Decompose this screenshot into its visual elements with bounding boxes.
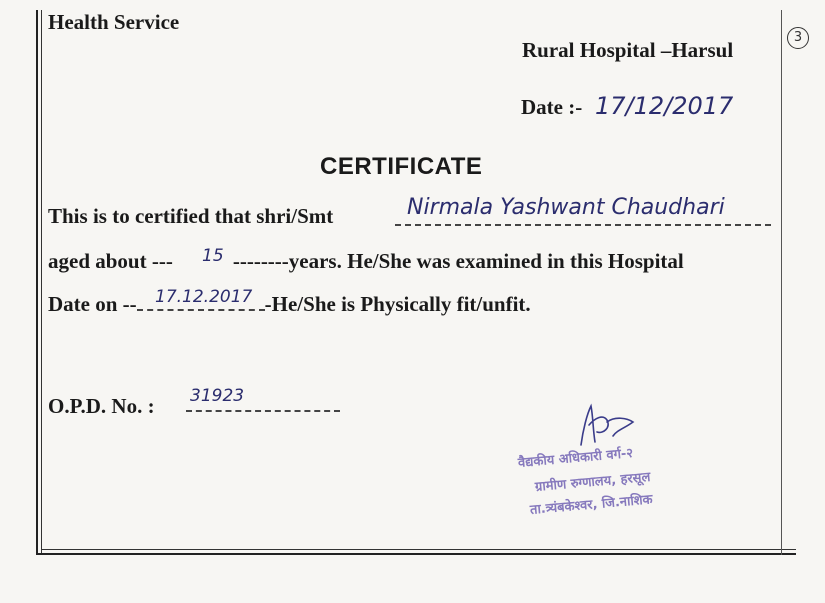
date-label: Date :-	[521, 95, 583, 119]
opd-fill-line	[186, 410, 340, 412]
name-fill-line	[395, 224, 771, 226]
border-line	[41, 549, 796, 550]
border-line	[781, 10, 782, 555]
department-heading: Health Service	[48, 10, 180, 34]
exam-date-suffix: -He/She is Physically fit/unfit.	[264, 292, 531, 316]
stamp-line: ग्रामीण रुग्णालय, हरसूल	[534, 469, 651, 495]
border-line	[36, 553, 796, 555]
stamp-line: ता.त्र्यंबकेश्वर, जि.नाशिक	[529, 492, 654, 518]
exam-date-prefix: Date on --	[48, 292, 137, 316]
handwritten-exam-date: 17.12.2017	[155, 287, 253, 307]
hospital-name: Rural Hospital –Harsul	[522, 38, 734, 62]
age-line-text	[48, 249, 684, 274]
handwritten-age: 15	[202, 246, 224, 266]
page-number-badge: 3	[787, 27, 809, 49]
handwritten-name: Nirmala Yashwant Chaudhari	[407, 195, 725, 220]
exam-date-fill-line	[137, 309, 265, 311]
border-line	[41, 10, 42, 555]
certify-line-text: This is to certified that shri/Smt	[48, 204, 334, 228]
exam-date-line-text	[48, 292, 531, 317]
border-line	[36, 10, 38, 555]
age-suffix: --------years. He/She was examined in this Hospital	[232, 249, 684, 273]
age-prefix: aged about ---	[48, 249, 173, 273]
handwritten-date: 17/12/2017	[595, 92, 734, 120]
certificate-title: CERTIFICATE	[320, 153, 483, 180]
stamp-line: वैद्यकीय अधिकारी वर्ग-२	[517, 445, 634, 471]
opd-label: O.P.D. No. :	[48, 394, 155, 418]
handwritten-opd-number: 31923	[190, 386, 245, 406]
